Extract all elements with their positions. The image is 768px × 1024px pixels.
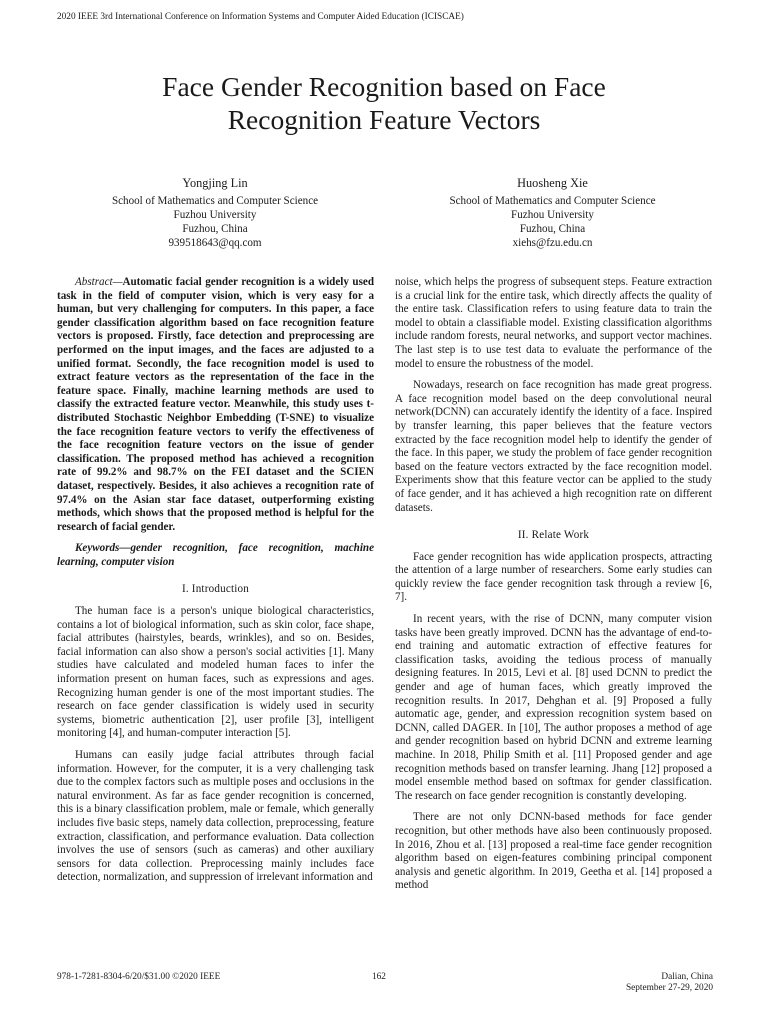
author-affiliation: School of Mathematics and Computer Science: [111, 194, 319, 207]
paragraph: noise, which helps the progress of subsequent steps. Feature extraction is a crucial link for the entire task, which directly affects the quality of the entire task. Classification refers to using feature data to train the model to obtain a classifiable model. Existing classification algorithms include random forests, neural networks, and support vector machines. The last step is to use test data to evaluate the performance of the model to ensure the robustness of the model.: [395, 276, 712, 370]
author-name: Yongjing Lin: [182, 176, 248, 190]
author-email: 939518643@qq.com: [168, 237, 262, 250]
footer-city: Dalian, China: [661, 972, 713, 982]
paragraph: Face gender recognition has wide application prospects, attracting the attention of a large number of researchers. Some early studies can quickly review the face gender recognition task through a review [6, 7].: [395, 550, 712, 604]
title-line-1: Face Gender Recognition based on Face: [162, 71, 606, 102]
abstract-lead: Abstract—: [75, 276, 123, 288]
author-university: Fuzhou University: [511, 208, 594, 221]
author-block-1: [60, 176, 370, 251]
page-number: 162: [372, 972, 386, 982]
paragraph: The human face is a person's unique biological characteristics, contains a lot of biological information, such as skin color, face shape, facial attributes (hairstyles, beards, wrinkles), and so on. Besides, facial information can also show a person's social activities [1]. Many studies have calculated and modeled human faces to infer the information present on human faces, such as expressions and ages. Recognizing human gender is one of the most important studies. The research on face gender classification is widely used in security systems, biometric authentication [2], user profile [3], intelligent monitoring [4], and human-computer interaction [5].: [57, 605, 374, 740]
footer-isbn: 978-1-7281-8304-6/20/$31.00 ©2020 IEEE: [57, 972, 221, 982]
left-column: [57, 276, 374, 893]
author-block-2: [400, 176, 705, 251]
footer-dates: September 27-29, 2020: [625, 983, 713, 993]
abstract: [57, 276, 374, 534]
author-university: Fuzhou University: [173, 208, 257, 221]
abstract-text: Automatic facial gender recognition is a widely used task in the field of computer vision, which is very easy for a human, but very challenging for computers. In this paper, a face gender classification algorithm based on face recognition feature vectors is proposed. Firstly, face detection and preprocessing are performed on the input images, and the faces are adjusted to a unified format. Secondly, the face recognition model is used to extract feature vectors as the representation of the face in the feature space. Finally, machine learning methods are used to classify the extracted feature vector. Meanwhile, this study uses t-distributed Stochastic Neighbor Embedding (T-SNE) to visualize the face recognition feature vectors to verify the effectiveness of the face recognition feature vectors on the issue of gender classification. The proposed method has achieved a recognition rate of 99.2% and 98.7% on the FEI dataset and the SCIEN dataset, respectively. Besides, it also achieves a recognition rate of 97.4% on the Asian star face dataset, outperforming existing methods, which shows that the proposed method is helpful for the research of facial gender.: [57, 276, 374, 533]
paragraph: In recent years, with the rise of DCNN, many computer vision tasks have been greatly improved. DCNN has the advantage of end-to-end training and automatic extraction of effective features for classification tasks, avoiding the tedious process of manually designing features. In 2015, Levi et al. [8] used DCNN to predict the gender and age of human faces, which greatly improved the recognition results. In 2017, Dehghan et al. [9] Proposed a fully automatic age, gender, and expression recognition system based on DCNN, called DAGER. In [10], The author proposes a method of age and gender recognition based on hybrid DCNN and extreme learning machine. In 2018, Philip Smith et al. [11] Proposed gender and age recognition methods based on transfer learning. Jhang [12] proposed a model ensemble method based on softmax for gender classification. The research on face gender recognition is constantly developing.: [395, 613, 712, 802]
paragraph: There are not only DCNN-based methods for face gender recognition, but other methods have also been continuously proposed. In 2016, Zhou et al. [13] proposed a real-time face gender recognition algorithm based on eigen-features combining principal component analysis and genetic algorithm. In 2019, Geetha et al. [14] proposed a method: [395, 811, 712, 892]
keywords: Keywords—gender recognition, face recognition, machine learning, computer vision: [57, 542, 374, 568]
author-location: Fuzhou, China: [182, 223, 248, 236]
paper-title: [50, 70, 718, 136]
author-email: xiehs@fzu.edu.cn: [512, 237, 593, 250]
section-heading-related-work: II. Relate Work: [517, 529, 590, 542]
paragraph: Nowadays, research on face recognition has made great progress. A face recognition model based on the deep convolutional neural network(DCNN) can accurately identify the identity of a face. Inspired by transfer learning, this paper believes that the feature vectors extracted by the face recognition model help to identify the gender of the face. In this paper, we study the problem of face gender recognition based on the feature vectors extracted by the face recognition model. Experiments show that this feature vector can be applied to the study of face gender, and it has achieved a high recognition rate on different datasets.: [395, 379, 712, 514]
conference-header: 2020 IEEE 3rd International Conference on Information Systems and Computer Aided Education (ICISCAE): [57, 12, 464, 22]
section-heading-introduction: I. Introduction: [181, 583, 250, 596]
footer-venue: [560, 972, 713, 994]
right-column: [395, 276, 712, 901]
title-line-2: Recognition Feature Vectors: [227, 104, 541, 135]
author-affiliation: School of Mathematics and Computer Science: [449, 194, 656, 207]
author-location: Fuzhou, China: [519, 223, 586, 236]
paragraph: Humans can easily judge facial attributes through facial information. However, for the computer, it is a very challenging task due to the complex factors such as multiple poses and occlusions in the natural environment. As far as face gender recognition is concerned, this is a binary classification problem, male or female, which generally includes five basic steps, namely data collection, preprocessing, feature extraction, classification, and performance evaluation. Data collection involves the use of sensors (such as cameras) and other auxiliary sensors for data collection. Preprocessing mainly includes face detection, normalization, and suppression of irrelevant information and: [57, 749, 374, 884]
author-name: Huosheng Xie: [517, 176, 588, 190]
